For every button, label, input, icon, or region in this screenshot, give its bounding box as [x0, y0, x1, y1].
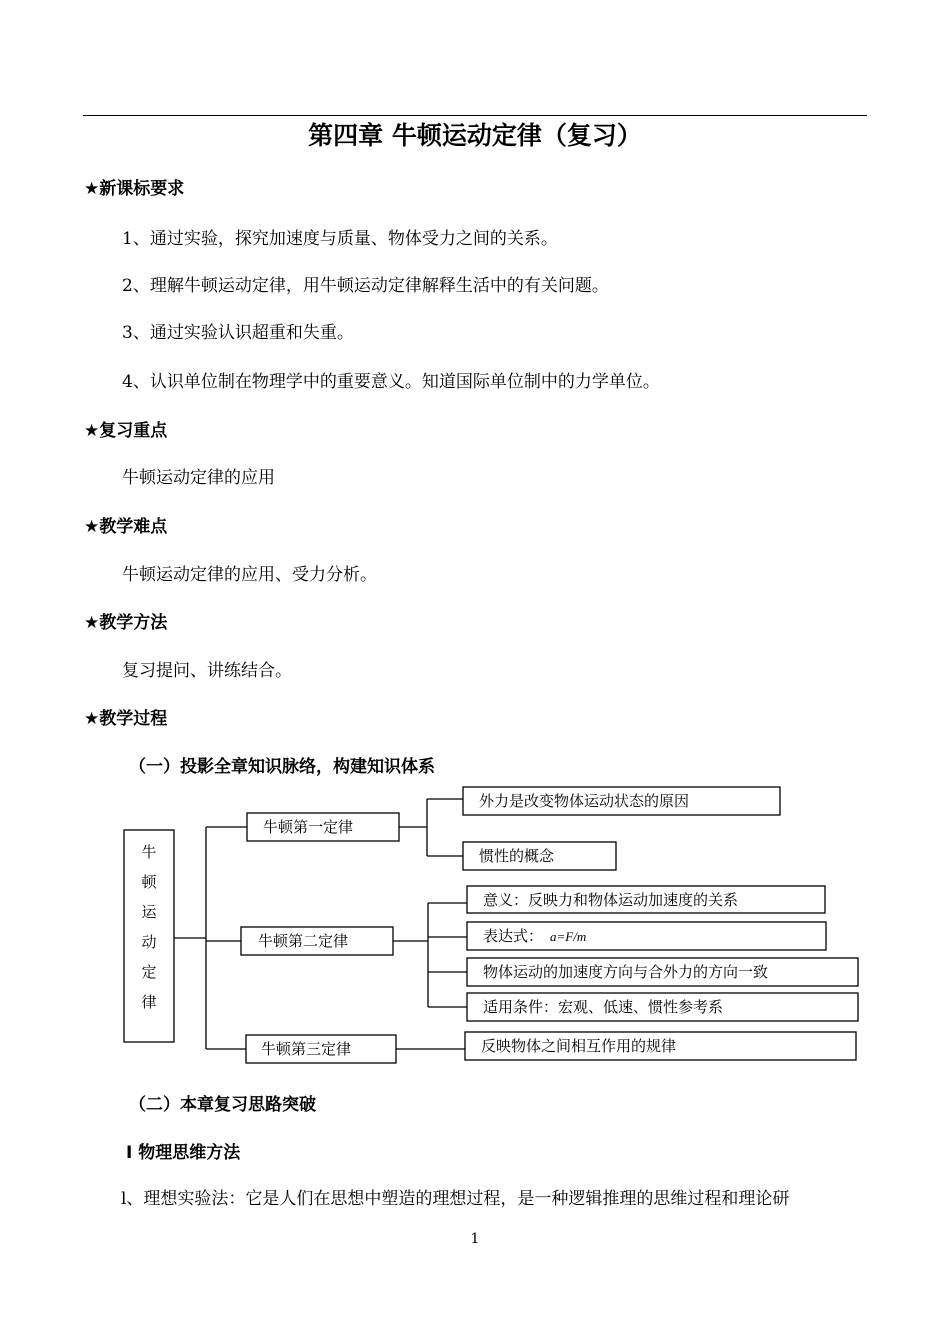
page-title: 第四章 牛顿运动定律（复习）	[308, 121, 642, 150]
root-char: 定	[141, 963, 157, 981]
standard-item: 2、理解牛顿运动定律，用牛顿运动定律解释生活中的有关问题。	[122, 276, 609, 296]
standard-item: 3、通过实验认识超重和失重。	[122, 323, 354, 343]
root-char: 运	[141, 903, 157, 921]
body-paragraph: l、理想实验法：它是人们在思想中塑造的理想过程，是一种逻辑推理的思维过程和理论研	[121, 1189, 790, 1209]
part2-heading: （二）本章复习思路突破	[129, 1095, 316, 1115]
law2-item-text: 适用条件：宏观、低速、惯性参考系	[483, 998, 724, 1016]
heading-process: ★教学过程	[84, 709, 168, 729]
law2-item-text: 意义：反映力和物体运动加速度的关系	[483, 891, 739, 909]
law1-item-text: 外力是改变物体运动状态的原因	[479, 792, 690, 810]
difficulties-text: 牛顿运动定律的应用、受力分析。	[122, 565, 377, 585]
law2-item-text: 物体运动的加速度方向与合外力的方向一致	[483, 963, 769, 981]
root-char: 牛	[141, 843, 157, 861]
part1-heading: （一）投影全章知识脉络，构建知识体系	[129, 757, 435, 777]
law2-item-text: 表达式：	[483, 927, 544, 945]
root-char: 动	[141, 933, 157, 951]
key-points-text: 牛顿运动定律的应用	[122, 468, 275, 488]
root-char: 律	[141, 993, 157, 1011]
law1-label: 牛顿第一定律	[263, 818, 354, 836]
standard-item: 1、通过实验，探究加速度与质量、物体受力之间的关系。	[122, 229, 558, 249]
heading-standards: ★新课标要求	[84, 179, 185, 199]
law2-label: 牛顿第二定律	[258, 932, 349, 950]
subheading-methods: Ⅰ 物理思维方法	[126, 1143, 241, 1163]
page-number: 1	[470, 1231, 480, 1247]
law3-item-text: 反映物体之间相互作用的规律	[481, 1037, 677, 1055]
root-char: 顿	[141, 873, 157, 891]
law1-item-text: 惯性的概念	[479, 847, 555, 865]
law3-label: 牛顿第三定律	[261, 1040, 352, 1058]
heading-key-points: ★复习重点	[84, 421, 168, 441]
formula-text: a=F/m	[550, 929, 587, 944]
methods-text: 复习提问、讲练结合。	[122, 661, 292, 681]
heading-methods: ★教学方法	[84, 613, 168, 633]
heading-difficulties: ★教学难点	[84, 517, 168, 537]
standard-item: 4、认识单位制在物理学中的重要意义。知道国际单位制中的力学单位。	[122, 372, 660, 392]
